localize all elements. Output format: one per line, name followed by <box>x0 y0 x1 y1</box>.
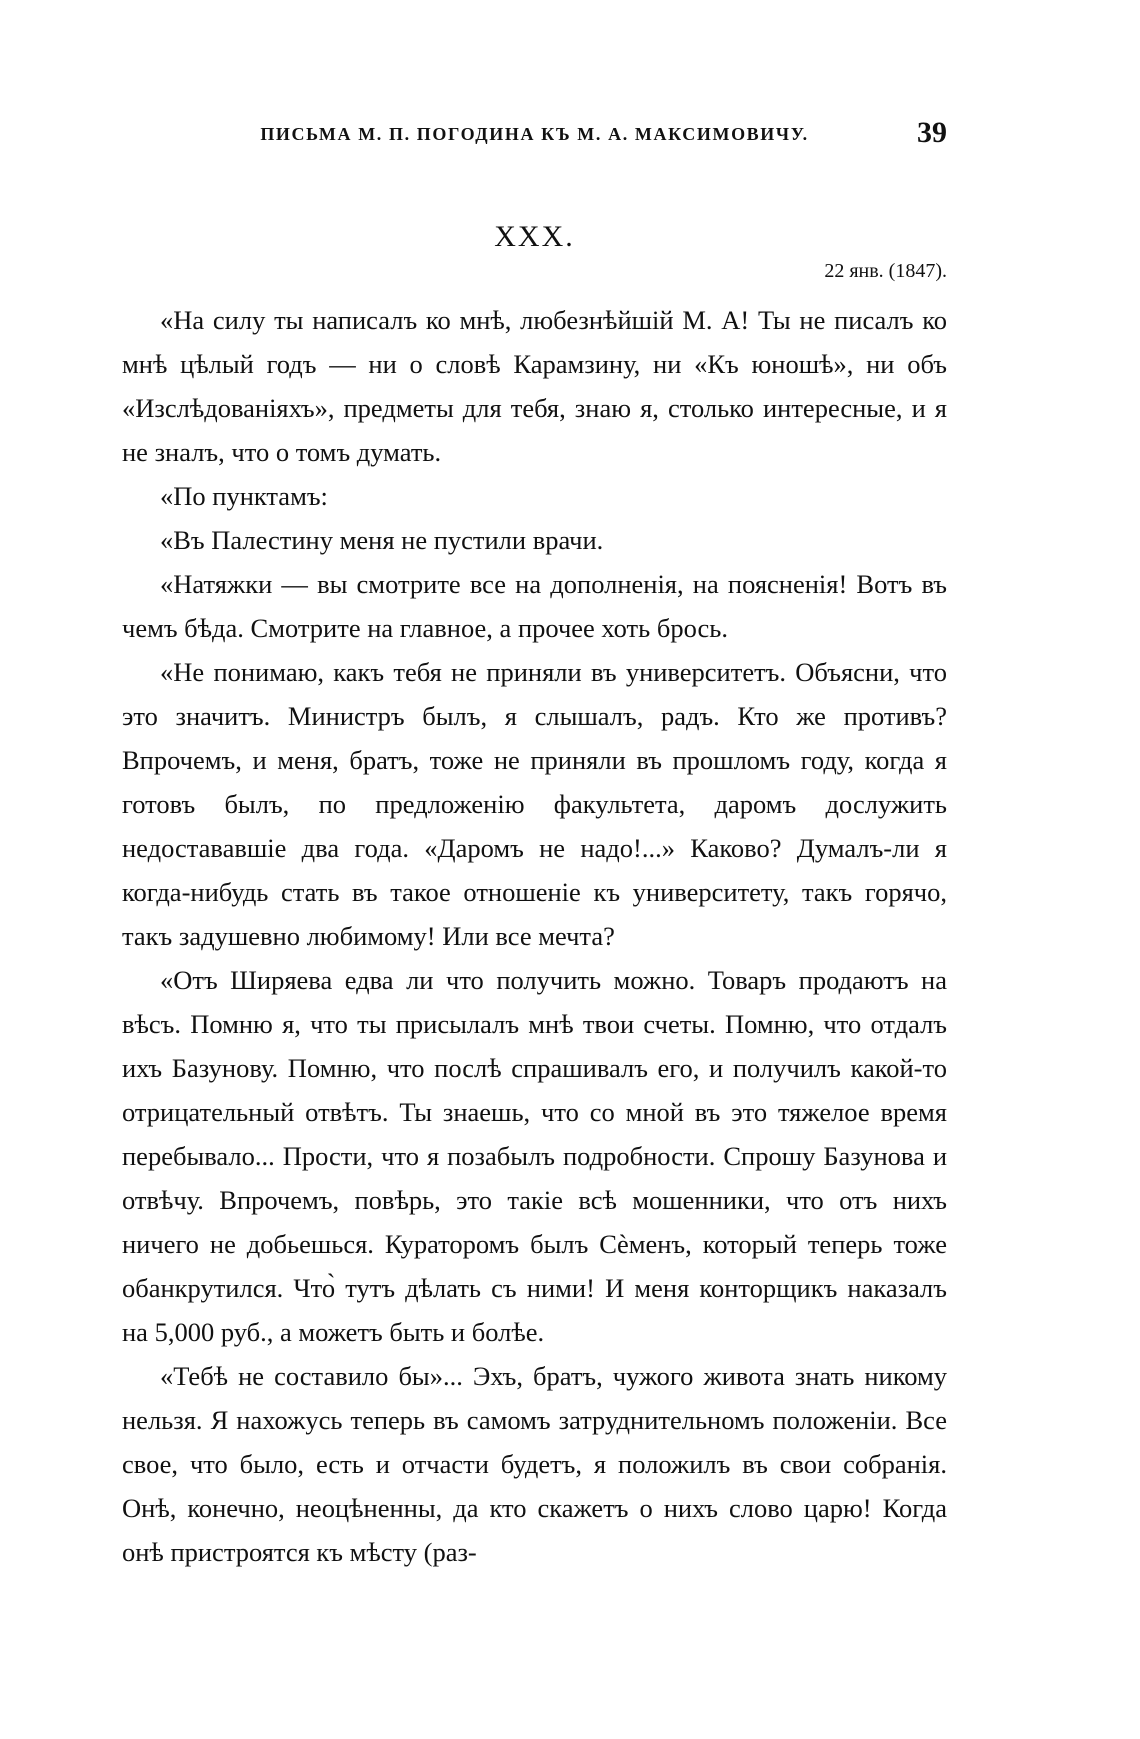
paragraph: «Не понимаю, какъ тебя не приняли въ университетъ. Объясни, что это значитъ. Министръ былъ, я слышалъ, радъ. Кто же противъ? Впрочемъ, и меня, братъ, тоже не приняли въ прошломъ году, когда я готовъ былъ, по предложенію факультета, даромъ дослужить недостававшіе два года. «Даромъ не надо!...» Каково? Думалъ-ли я когда-нибудь стать въ такое отношеніе къ университету, такъ горячо, такъ задушевно любимому! Или все мечта? <box>122 657 947 951</box>
running-title: ПИСЬМА М. П. ПОГОДИНА КЪ М. А. МАКСИМОВИЧУ. <box>260 124 809 144</box>
page-number: 39 <box>917 116 947 149</box>
paragraph: «По пунктамъ: <box>160 481 328 511</box>
paragraph: «Въ Палестину меня не пустили врачи. <box>160 525 604 555</box>
letter-number: XXX. <box>494 220 575 253</box>
running-head <box>122 116 947 156</box>
paragraph: «Натяжки — вы смотрите все на дополненія, на поясненія! Вотъ въ чемъ бѣда. Смотрите на главное, а прочее хоть брось. <box>122 569 947 643</box>
paragraph: «Тебѣ не составило бы»... Эхъ, братъ, чужого живота знать никому нельзя. Я нахожусь теперь въ самомъ затруднительномъ положеніи. Все свое, что было, есть и отчасти будетъ, я положилъ въ свои собранія. Онѣ, конечно, неоцѣненны, да кто скажетъ о нихъ слово царю! Когда онѣ пристроятся къ мѣсту (раз- <box>122 1361 947 1567</box>
book-page <box>122 100 947 1660</box>
paragraph: «На силу ты написалъ ко мнѣ, любезнѣйшій М. А! Ты не писалъ ко мнѣ цѣлый годъ — ни о словѣ Карамзину, ни «Къ юношѣ», ни объ «Изслѣдованіяхъ», предметы для тебя, знаю я, столько интересные, и я не зналъ, что о томъ думать. <box>122 305 947 467</box>
letter-date: 22 янв. (1847). <box>824 260 947 282</box>
letter-body <box>122 298 947 1574</box>
paragraph: «Отъ Ширяева едва ли что получить можно. Товаръ продаютъ на вѣсъ. Помню я, что ты присылалъ мнѣ твои счеты. Помню, что отдалъ ихъ Базунову. Помню, что послѣ спрашивалъ его, и получилъ какой-то отрицательный отвѣтъ. Ты знаешь, что со мной въ это тяжелое время перебывало... Прости, что я позабылъ подробности. Спрошу Базунова и отвѣчу. Впрочемъ, повѣрь, это такіе всѣ мошенники, что отъ нихъ ничего не добьешься. Кураторомъ былъ Сѐменъ, который теперь тоже обанкрутился. Что̀ тутъ дѣлать съ ними! И меня конторщикъ наказалъ на 5,000 руб., а можетъ быть и болѣе. <box>122 965 947 1347</box>
